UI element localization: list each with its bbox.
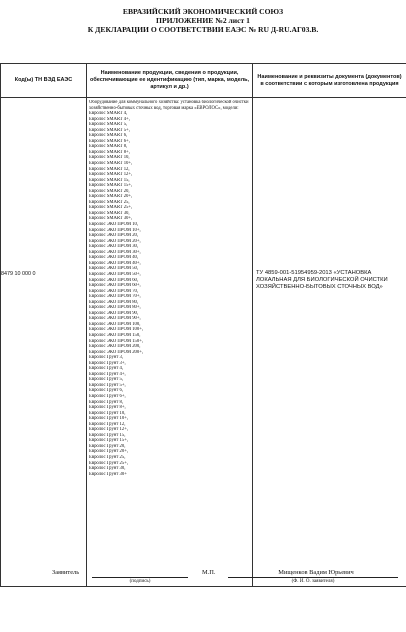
- list-item: Евролос SMART 20+,: [89, 194, 133, 200]
- list-item: Евролос Грунт 12,: [89, 421, 126, 427]
- list-item: Евролос Грунт 3+,: [89, 360, 126, 366]
- col-header-code: Код(ы) ТН ВЭД ЕАЭС: [1, 64, 87, 98]
- list-item: Евролос ЭКО ПРОМ 60+,: [89, 283, 141, 289]
- list-item: Евролос Грунт 5+,: [89, 382, 126, 388]
- list-item: Евролос ЭКО ПРОМ 40,: [89, 255, 139, 261]
- list-item: Евролос Грунт 8,: [89, 399, 124, 405]
- list-item: Евролос ЭКО ПРОМ 150+,: [89, 338, 144, 344]
- list-item: Евролос Грунт 4,: [89, 366, 124, 372]
- list-item: Евролос ЭКО ПРОМ 10,: [89, 222, 139, 228]
- list-item: Евролос Грунт 25,: [89, 455, 126, 460]
- list-item: Евролос Грунт 20,: [89, 443, 126, 449]
- list-item: Евролос SMART 4,: [89, 111, 128, 117]
- list-item: Евролос SMART 6,: [89, 133, 128, 139]
- signer-name: Мищенков Вадим Юрьевич: [278, 569, 354, 576]
- list-item: Евролос ЭКО ПРОМ 150,: [89, 332, 141, 338]
- list-item: Евролос ЭКО ПРОМ 50,: [89, 266, 139, 272]
- list-item: Евролос SMART 12+,: [89, 172, 133, 178]
- list-item: Евролос ЭКО ПРОМ 80,: [89, 299, 139, 305]
- list-item: Евролос ЭКО ПРОМ 50+,: [89, 271, 141, 277]
- list-item: Евролос Грунт 30,: [89, 466, 126, 472]
- name-line: [228, 577, 398, 578]
- list-item: Евролос SMART 5,: [89, 122, 128, 128]
- cell-product: [87, 98, 253, 587]
- header-appendix-title: ПРИЛОЖЕНИЕ №2 лист 1: [156, 16, 250, 25]
- col-header-document: Наименование и реквизиты документа (документов) в соответствии с которым изготовлена продукция: [253, 64, 406, 98]
- list-item: Евролос ЭКО ПРОМ 30,: [89, 244, 139, 250]
- list-item: Евролос SMART 15,: [89, 177, 130, 183]
- col-header-product: Наименование продукции, сведения о продукции, обеспечивающие ее идентификацию (тип, марка, модель, артикул и др.): [87, 64, 253, 98]
- list-item: Евролос Грунт 30+: [89, 471, 127, 477]
- cell-document: [253, 98, 406, 587]
- list-item: Евролос SMART 6+,: [89, 138, 130, 144]
- list-item: Евролос SMART 30,: [89, 210, 130, 216]
- list-item: Евролос SMART 15+,: [89, 183, 133, 189]
- list-item: Евролос Грунт 6+,: [89, 393, 126, 399]
- list-item: Евролос ЭКО ПРОМ 70,: [89, 288, 139, 294]
- list-item: Евролос SMART 25+,: [89, 205, 133, 211]
- list-item: Евролос Грунт 3,: [89, 355, 124, 361]
- list-item: Евролос Грунт 12+,: [89, 427, 129, 433]
- list-item: Евролос SMART 10,: [89, 155, 130, 161]
- list-item: Евролос ЭКО ПРОМ 70+,: [89, 294, 141, 300]
- list-item: Евролос ЭКО ПРОМ 80+,: [89, 305, 141, 311]
- list-item: Евролос Грунт 25+,: [89, 460, 129, 466]
- model-list: [89, 111, 252, 477]
- list-item: Евролос SMART 20,: [89, 188, 130, 194]
- list-item: Евролос ЭКО ПРОМ 30+,: [89, 249, 141, 255]
- table-row: [1, 98, 406, 587]
- list-item: Евролос SMART 25,: [89, 199, 130, 205]
- list-item: Евролос ЭКО ПРОМ 20,: [89, 233, 139, 239]
- list-item: Евролос Грунт 15,: [89, 432, 126, 438]
- list-item: Евролос ЭКО ПРОМ 40+,: [89, 260, 141, 266]
- document-reference: ТУ 4859-001-51954959-2013 «УСТАНОВКА ЛОКАЛЬНАЯ ДЛЯ БИОЛОГИЧЕСКОЙ ОЧИСТКИ ХОЗЯЙСТВЕННО-БЫТОВЫХ СТОЧНЫХ ВОД»: [256, 270, 388, 291]
- list-item: Евролос Грунт 10,: [89, 410, 126, 416]
- table-header-row: [1, 64, 406, 98]
- list-item: Евролос ЭКО ПРОМ 10+,: [89, 227, 141, 233]
- list-item: Евролос SMART 12,: [89, 166, 130, 172]
- list-item: Евролос ЭКО ПРОМ 60,: [89, 277, 139, 283]
- list-item: Евролос ЭКО ПРОМ 200+,: [89, 349, 144, 355]
- list-item: Евролос ЭКО ПРОМ 90+,: [89, 316, 141, 322]
- list-item: Евролос ЭКО ПРОМ 90,: [89, 310, 139, 316]
- list-item: Евролос ЭКО ПРОМ 100+,: [89, 327, 144, 333]
- list-item: Евролос SMART 4+,: [89, 116, 130, 122]
- list-item: Евролос SMART 30+,: [89, 216, 133, 222]
- header-union-title: ЕВРАЗИЙСКИЙ ЭКОНОМИЧЕСКИЙ СОЮЗ: [122, 7, 284, 16]
- product-intro: Оборудование для коммунального хозяйства: установка биологической очистки хозяйственно-бытовых сточных вод, торговая марка «ЕВРОЛОС», модели:: [89, 100, 249, 111]
- list-item: Евролос SMART 8+,: [89, 149, 130, 155]
- name-caption: (Ф. И. О. заявителя): [291, 579, 335, 584]
- signature-caption: (подпись): [129, 579, 151, 584]
- cell-code: [1, 98, 87, 587]
- applicant-label: Заявитель: [52, 569, 80, 576]
- list-item: Евролос Грунт 15+,: [89, 438, 129, 444]
- list-item: Евролос SMART 10+,: [89, 161, 133, 167]
- list-item: Евролос ЭКО ПРОМ 200,: [89, 344, 141, 350]
- signature-line: [92, 577, 188, 578]
- list-item: Евролос Грунт 6,: [89, 388, 124, 394]
- list-item: Евролос ЭКО ПРОМ 20+,: [89, 238, 141, 244]
- stamp-label: М.П.: [202, 569, 216, 576]
- list-item: Евролос Грунт 20+,: [89, 449, 129, 455]
- list-item: Евролос Грунт 8+,: [89, 405, 126, 411]
- list-item: Евролос Грунт 10+,: [89, 416, 129, 422]
- declaration-table: [0, 63, 406, 587]
- tn-ved-code: 8479 10 000 0: [1, 271, 36, 277]
- list-item: Евролос SMART 5+,: [89, 127, 130, 133]
- list-item: Евролос Грунт 4+,: [89, 371, 126, 377]
- list-item: Евролос SMART 8,: [89, 144, 128, 150]
- list-item: Евролос ЭКО ПРОМ 100,: [89, 321, 141, 327]
- list-item: Евролос Грунт 5,: [89, 377, 124, 383]
- header-declaration-title: К ДЕКЛАРАЦИИ О СООТВЕТСТВИИ ЕАЭС № RU Д-RU.АГ03.В.: [87, 25, 319, 34]
